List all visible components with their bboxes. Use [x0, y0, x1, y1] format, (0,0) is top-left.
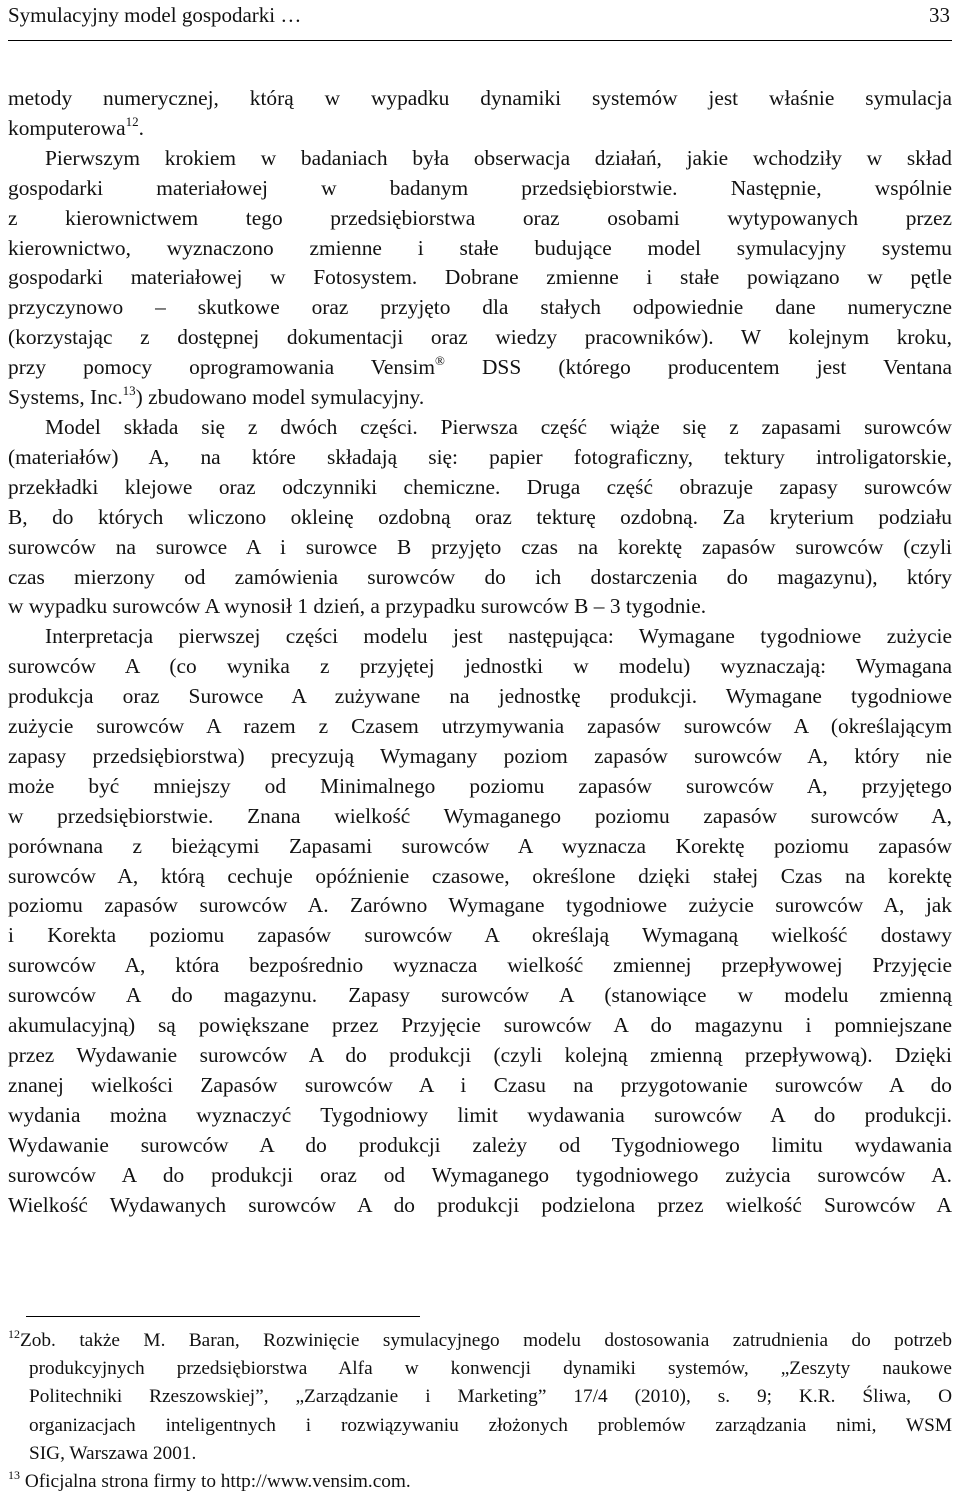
text-line [8, 592, 952, 622]
line-text: komputerowa [8, 115, 126, 140]
footnote-line [8, 1468, 952, 1496]
line-text: surowców A do magazynu. Zapasy surowców A (stanowiące w modelu zmienną [8, 983, 952, 1008]
text-line [8, 443, 952, 473]
text-line [8, 293, 952, 323]
footnote-text: organizacjach inteligentnych i rozwiązywaniu złożonych problemów zarządzania nimi, WSM [29, 1414, 952, 1436]
text-line [8, 563, 952, 593]
text-line [8, 84, 952, 114]
superscript: 13 [122, 383, 136, 399]
text-line [8, 263, 952, 293]
footnote-line [8, 1440, 952, 1468]
text-line [8, 353, 952, 383]
line-text: porównana z bieżącymi Zapasami surowców A wyznacza Korektę poziomu zapasów [8, 833, 952, 858]
footnote-text: SIG, Warszawa 2001. [29, 1442, 197, 1464]
footnote-line [8, 1412, 952, 1440]
line-text: przyczynowo – skutkowe oraz przyjęto dla stałych odpowiednie dane numeryczne [8, 295, 952, 320]
text-line [8, 204, 952, 234]
text-line [8, 1191, 952, 1221]
line-text: Model składa się z dwóch części. Pierwsza część wiąże się z zapasami surowców [45, 414, 952, 439]
text-line [8, 742, 952, 772]
text-line [8, 862, 952, 892]
running-header-title: Symulacyjny model gospodarki … [8, 3, 302, 27]
text-line [8, 891, 952, 921]
text-line [8, 772, 952, 802]
line-text: B, do których wliczono okleinę ozdobną oraz tekturę ozdobną. Za kryterium podziału [8, 504, 952, 529]
text-line [8, 981, 952, 1011]
text-line [8, 1101, 952, 1131]
line-text: Wydawanie surowców A do produkcji zależy od Tygodniowego limitu wydawania [8, 1132, 952, 1157]
footnotes [8, 1327, 952, 1496]
line-text: w przedsiębiorstwie. Znana wielkość Wymaganego poziomu zapasów surowców A, [8, 803, 952, 828]
line-text: Wielkość Wydawanych surowców A do produkcji podzielona przez wielkość Surowców A [8, 1192, 952, 1217]
text-line [8, 1131, 952, 1161]
line-text: ) zbudowano model symulacyjny. [135, 385, 425, 410]
body-text [8, 84, 952, 1220]
line-text: . [138, 115, 144, 140]
text-line [8, 951, 952, 981]
line-text: poziomu zapasów surowców A. Zarówno Wymagane tygodniowe zużycie surowców A, jak [8, 893, 952, 918]
line-text: zapasy przedsiębiorstwa) precyzują Wymagany poziom zapasów surowców A, który nie [8, 743, 952, 768]
line-text: metody numerycznej, którą w wypadku dynamiki systemów jest właśnie symulacja [8, 86, 952, 110]
text-line [8, 533, 952, 563]
footnote-mark: 13 [8, 1468, 20, 1483]
text-line [8, 473, 952, 503]
text-line [8, 622, 952, 652]
footnote-line [8, 1327, 952, 1355]
footnote-line [8, 1383, 952, 1411]
footnote-text: Oficjalna strona firmy to http://www.vensim.com. [24, 1471, 411, 1493]
footnote-text: Zob. także M. Baran, Rozwinięcie symulacyjnego modelu dostosowania zatrudnienia do potrzeb [20, 1330, 952, 1351]
line-text: produkcja oraz Surowce A zużywane na jednostkę produkcji. Wymagane tygodniowe [8, 684, 952, 709]
text-line [8, 1161, 952, 1191]
line-text: może być mniejszy od Minimalnego poziomu zapasów surowców A, przyjętego [8, 773, 952, 798]
line-text: gospodarki materiałowej w Fotosystem. Dobrane zmienne i stałe powiązano w pętle [8, 265, 952, 290]
line-text: kierownictwo, wyznaczono zmienne i stałe budujące model symulacyjny systemu [8, 235, 952, 260]
text-line [8, 503, 952, 533]
text-line [8, 832, 952, 862]
footnote-text: produkcyjnych przedsiębiorstwa Alfa w konwencji dynamiki systemów, „Zeszyty naukowe [29, 1358, 952, 1380]
text-line [8, 174, 952, 204]
line-text: Systems, Inc. [8, 385, 123, 410]
footnote-text: Politechniki Rzeszowskiej”, „Zarządzanie i Marketing” 17/4 (2010), s. 9; K.R. Śliwa, O [29, 1386, 952, 1408]
text-line [8, 712, 952, 742]
line-text: DSS (którego producentem jest Ventana [444, 355, 952, 380]
text-line [8, 802, 952, 832]
line-text: i Korekta poziomu zapasów surowców A określają Wymaganą wielkość dostawy [8, 923, 952, 948]
line-text: z kierownictwem tego przedsiębiorstwa oraz osobami wytypowanych przez [8, 205, 952, 230]
text-line [8, 413, 952, 443]
line-text: przez Wydawanie surowców A do produkcji (czyli kolejną zmienną przepływową). Dzięki [8, 1043, 952, 1067]
line-text: surowców A (co wynika z przyjętej jednostki w modelu) wyznaczają: Wymagana [8, 654, 952, 679]
text-line [8, 234, 952, 264]
line-text: surowców A do produkcji oraz od Wymaganego tygodniowego zużycia surowców A. [8, 1162, 952, 1187]
text-line [8, 1041, 952, 1071]
text-line [8, 144, 952, 174]
line-text: akumulacyjną) są powiększane przez Przyjęcie surowców A do magazynu i pomniejszane [8, 1013, 952, 1038]
line-text: surowców A, która bezpośrednio wyznacza wielkość zmiennej przepływowej Przyjęcie [8, 953, 952, 978]
line-text: Pierwszym krokiem w badaniach była obserwacja działań, jakie wchodziły w skład [45, 145, 952, 170]
line-text: przekładki klejowe oraz odczynniki chemiczne. Druga część obrazuje zapasy surowców [8, 474, 952, 499]
footnote-mark: 12 [8, 1327, 20, 1341]
line-text: w wypadku surowców A wynosił 1 dzień, a przypadku surowców B – 3 tygodnie. [8, 594, 707, 619]
text-line [8, 383, 952, 413]
text-line [8, 1011, 952, 1041]
text-line [8, 682, 952, 712]
line-text: wydania można wyznaczyć Tygodniowy limit wydawania surowców A do produkcji. [8, 1102, 952, 1127]
line-text: surowców A, którą cechuje opóźnienie czasowe, określone dzięki stałej Czas na korektę [8, 863, 952, 888]
text-line [8, 1071, 952, 1101]
line-text: zużycie surowców A razem z Czasem utrzymywania zapasów surowców A (określającym [8, 714, 952, 739]
page-number: 33 [929, 3, 950, 27]
text-line [8, 323, 952, 353]
line-text: surowców na surowce A i surowce B przyjęto czas na korektę zapasów surowców (czyli [8, 534, 952, 559]
line-text: (korzystając z dostępnej dokumentacji oraz wiedzy pracowników). W kolejnym kroku, [8, 325, 952, 350]
line-text: (materiałów) A, na które składają się: papier fotograficzny, tektury introligatorskie, [8, 444, 952, 469]
footnote-separator [26, 1316, 420, 1317]
line-text: czas mierzony od zamówienia surowców do ich dostarczenia do magazynu), który [8, 564, 952, 589]
superscript: 12 [125, 113, 139, 129]
line-text: gospodarki materiałowej w badanym przedsiębiorstwie. Następnie, wspólnie [8, 175, 952, 200]
line-text: przy pomocy oprogramowania Vensim [8, 355, 435, 380]
footnote-line [8, 1355, 952, 1383]
text-line [8, 652, 952, 682]
line-text: Interpretacja pierwszej części modelu jest następująca: Wymagane tygodniowe zużycie [45, 624, 952, 649]
running-header [8, 0, 952, 41]
text-line [8, 114, 952, 144]
line-text: znanej wielkości Zapasów surowców A i Czasu na przygotowanie surowców A do [8, 1072, 952, 1097]
text-line [8, 921, 952, 951]
superscript: ® [434, 353, 445, 369]
